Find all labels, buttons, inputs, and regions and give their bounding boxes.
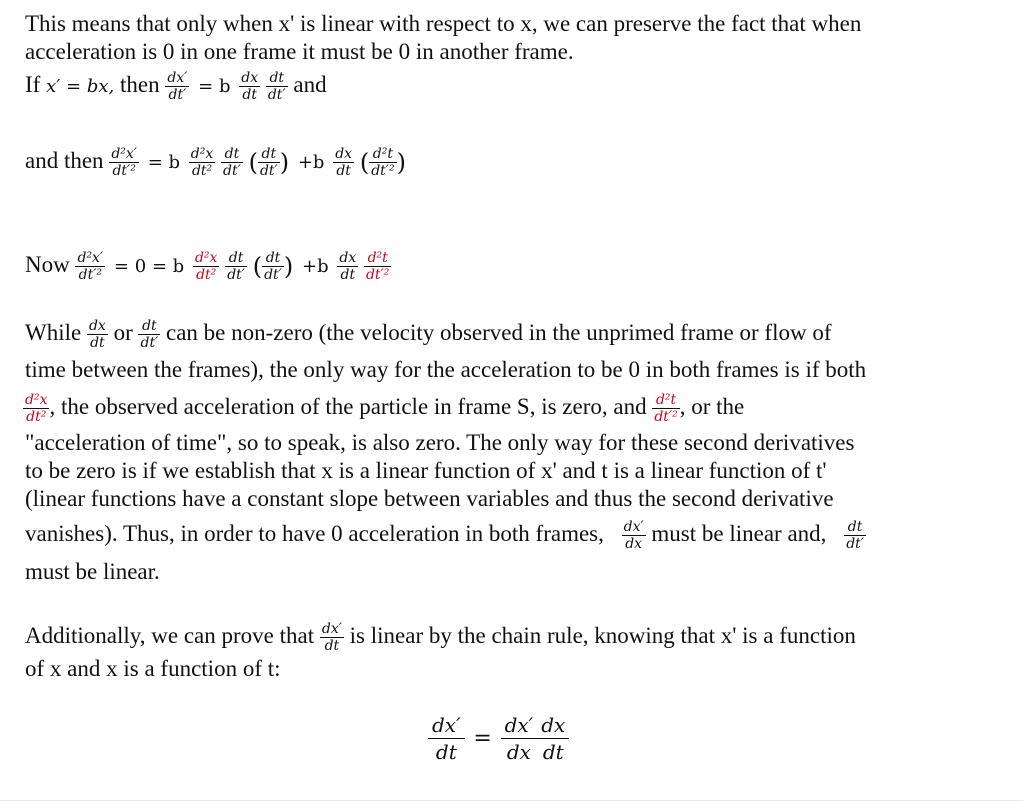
fraction: $\frac{\text{d²x′}}{\text{dt′²}}$ bbox=[111, 146, 137, 179]
fraction: $\frac{\text{d²t}}{\text{dt′²}}$ bbox=[371, 146, 395, 179]
fraction: $\frac{dt}{dt'}$ bbox=[267, 70, 286, 103]
text-line: $\frac{\text{d²x}}{\text{dt²}}$ , the observed acceleration of the particle in frame S, is zero, and $\frac{\text{d²t}}{\text{dt′²}}$ , or the bbox=[25, 392, 745, 425]
fraction: $\frac{dt}{dt'}$ bbox=[264, 250, 282, 283]
text-if: If bbox=[25, 71, 47, 97]
text-line: must be linear. bbox=[25, 559, 160, 584]
equation-acceleration: and then $\frac{\text{d²x′}}{\text{dt′²}}$ = b $\frac{\text{d²x}}{\text{dt²}}$ $\frac{dt}{dt'}$ ( $\frac{dt}{dt'}$ ) +b $\frac{dx}{dt}$ ( $\frac{\text{d²t}}{\text{dt′²}}$ ) bbox=[25, 146, 406, 179]
text-and-then: and then bbox=[25, 147, 104, 173]
fraction-red: $\frac{\text{d²x}}{\text{dt²}}$ bbox=[25, 392, 48, 425]
text-line: Additionally, we can prove that $\frac{dx'}{dt}$ is linear by the chain rule, knowing that x' is a function bbox=[25, 621, 856, 654]
operator: = b bbox=[198, 75, 231, 97]
text-line: This means that only when x' is linear with respect to x, we can preserve the fact that when bbox=[25, 11, 862, 36]
fraction: $\frac{dt}{dt'}$ bbox=[259, 146, 278, 179]
text-line: acceleration is 0 in one frame it must be 0 in another frame. bbox=[25, 39, 574, 64]
fraction: $\frac{dx}{dt}$ bbox=[241, 70, 259, 103]
text-and: and bbox=[293, 71, 327, 97]
equation-velocity bbox=[25, 70, 327, 103]
fraction: $\frac{dt}{dt'}$ bbox=[223, 146, 241, 179]
fraction-red: $\frac{\text{d²x}}{\text{dt²}}$ bbox=[194, 250, 218, 283]
fraction: $\frac{dx'}{dx}$ bbox=[623, 519, 644, 552]
text-line: (linear functions have a constant slope between variables and thus the second derivative bbox=[25, 486, 834, 511]
text-line: While $\frac{dx}{dt}$ or $\frac{dt}{dt'}$ can be non-zero (the velocity observed in the unprimed frame or flow of bbox=[25, 318, 832, 351]
text-now: Now bbox=[25, 251, 70, 277]
text-line: "acceleration of time", so to speak, is also zero. The only way for these second derivatives bbox=[25, 430, 855, 455]
fraction: $\frac{\text{d²x}}{\text{dt²}}$ bbox=[190, 146, 214, 179]
fraction: $\frac{dx}{dt}$ bbox=[339, 250, 357, 283]
fraction: $\frac{dt}{dt'}$ bbox=[846, 519, 864, 552]
fraction: $\frac{dx'}{dt}$ bbox=[428, 712, 465, 765]
text-line: vanishes). Thus, in order to have 0 acceleration in both frames, $\frac{dx'}{dx}$ must be linear and, $\frac{dt}{dt'}$ bbox=[25, 519, 864, 552]
operator: = 0 = b bbox=[113, 255, 185, 277]
operator: +b bbox=[302, 255, 329, 277]
text-line: of x and x is a function of t: bbox=[25, 656, 281, 681]
fraction: $\frac{dx}{dt}$ bbox=[537, 712, 569, 765]
fraction: $\frac{dx}{dt}$ bbox=[335, 146, 353, 179]
math-x-prime-eq: x′ = bx, bbox=[46, 75, 115, 97]
fraction: $\frac{dx}{dt}$ bbox=[88, 318, 106, 351]
fraction-red: $\frac{\text{d²t}}{\text{dt′²}}$ bbox=[365, 250, 390, 283]
fraction: $\frac{dt}{dt'}$ bbox=[227, 250, 245, 283]
fraction: $\frac{dt}{dt'}$ bbox=[140, 318, 159, 351]
fraction: $\frac{dx'}{dt}$ bbox=[321, 621, 342, 654]
equation-chain-rule bbox=[428, 712, 569, 765]
text-line: to be zero is if we establish that x is a linear function of x' and t is a linear function of t' bbox=[25, 458, 827, 483]
text-line: time between the frames), the only way for the acceleration to be 0 in both frames is if both bbox=[25, 357, 867, 382]
operator: +b bbox=[297, 151, 325, 173]
fraction-red: $\frac{\text{d²t}}{\text{dt′²}}$ bbox=[654, 392, 678, 425]
fraction: $\frac{dx'}{dx}$ bbox=[501, 712, 538, 765]
operator: = b bbox=[147, 151, 181, 173]
equation-zero-acceleration: Now $\frac{\text{d²x′}}{\text{dt′²}}$ = 0 = b $\frac{\text{d²x}}{\text{dt²}}$ $\frac{dt}{dt'}$ ( $\frac{dt}{dt'}$ ) +b $\frac{dx}{dt}$ $\frac{\text{d²t}}{\text{dt′²}}$ bbox=[25, 250, 390, 283]
fraction: $\frac{\text{d²x′}}{\text{dt′²}}$ bbox=[77, 250, 104, 283]
text-then: then bbox=[114, 71, 160, 97]
operator: = bbox=[473, 725, 492, 751]
fraction: $\frac{dx'}{dt'}$ bbox=[167, 70, 188, 103]
